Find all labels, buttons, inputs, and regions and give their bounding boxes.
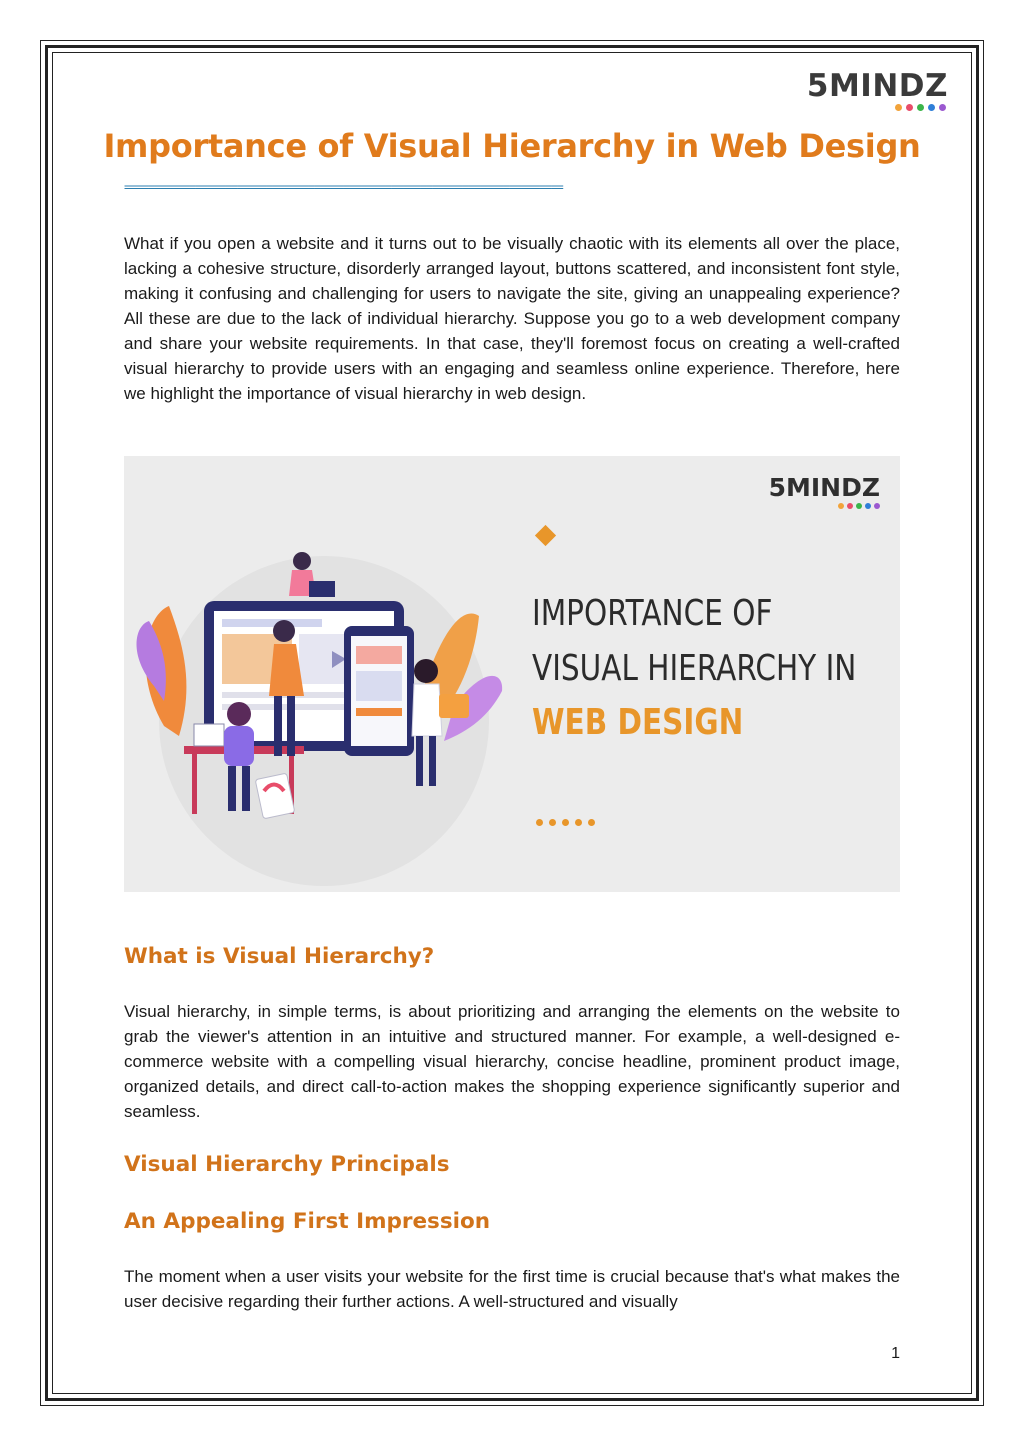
section-body-first-impression: The moment when a user visits your website for the first time is crucial because that's what makes the user decisive regarding their further actions. A well-structured and visually: [124, 1267, 900, 1311]
hero-diamond-icon: [535, 525, 556, 546]
hero-dot: [549, 819, 556, 826]
logo-dot: [917, 104, 924, 111]
hero-dot: [588, 819, 595, 826]
intro-paragraph: What if you open a website and it turns out to be visually chaotic with its elements all over the place, lacking a cohesive structure, disorderly arranged layout, buttons scattered, and inconsistent font style, making it confusing and challenging for users to navigate the site, giving an unappealing experience? All these are due to the lack of individual hierarchy. Suppose you go to a web development company and share your website requirements. In that case, they'll foremost focus on creating a well-crafted visual hierarchy to provide users with an engaging and seamless online experience. Therefore, here we highlight the importance of visual hierarchy in web design.: [124, 234, 900, 403]
brand-logo-text: 5MINDZ: [806, 68, 948, 104]
logo-dot: [856, 503, 862, 509]
section-body-what-is: Visual hierarchy, in simple terms, is about prioritizing and arranging the elements on the website to grab the viewer's attention in an intuitive and structured manner. For example, a well-designed e-commerce website with a compelling visual hierarchy, concise headline, prominent product image, organized details, and direct call-to-action makes the shopping experience significantly superior and seamless.: [124, 1002, 900, 1121]
logo-dot: [895, 104, 902, 111]
section-heading-first-impression: An Appealing First Impression: [124, 1209, 491, 1234]
logo-dot: [865, 503, 871, 509]
brand-logo: [807, 70, 948, 111]
page-number: 1: [891, 1345, 900, 1362]
section-heading-principals: Visual Hierarchy Principals: [124, 1152, 450, 1177]
hero-dot: [562, 819, 569, 826]
hero-title-line-2: VISUAL HIERARCHY IN: [532, 648, 857, 689]
brand-logo-dots: [807, 104, 946, 111]
logo-dot: [874, 503, 880, 509]
section-heading-what-is: What is Visual Hierarchy?: [124, 944, 435, 969]
logo-dot: [928, 104, 935, 111]
hero-bottom-dots: [536, 819, 595, 826]
hero-illustration: [124, 456, 524, 892]
logo-dot: [847, 503, 853, 509]
document-title: Importance of Visual Hierarchy in Web Design: [103, 127, 921, 165]
hero-logo: [769, 474, 880, 509]
hero-logo-dots: [769, 503, 880, 509]
logo-dot: [906, 104, 913, 111]
logo-dot: [838, 503, 844, 509]
hero-dot: [536, 819, 543, 826]
hero-title-line-1: IMPORTANCE OF: [532, 593, 773, 634]
hero-logo-text: 5MINDZ: [768, 473, 880, 502]
title-separator: ==========================================================================: [124, 180, 563, 194]
logo-dot: [939, 104, 946, 111]
hero-dot: [575, 819, 582, 826]
hero-banner-image: [124, 456, 900, 892]
hero-title-line-3: WEB DESIGN: [532, 702, 744, 743]
